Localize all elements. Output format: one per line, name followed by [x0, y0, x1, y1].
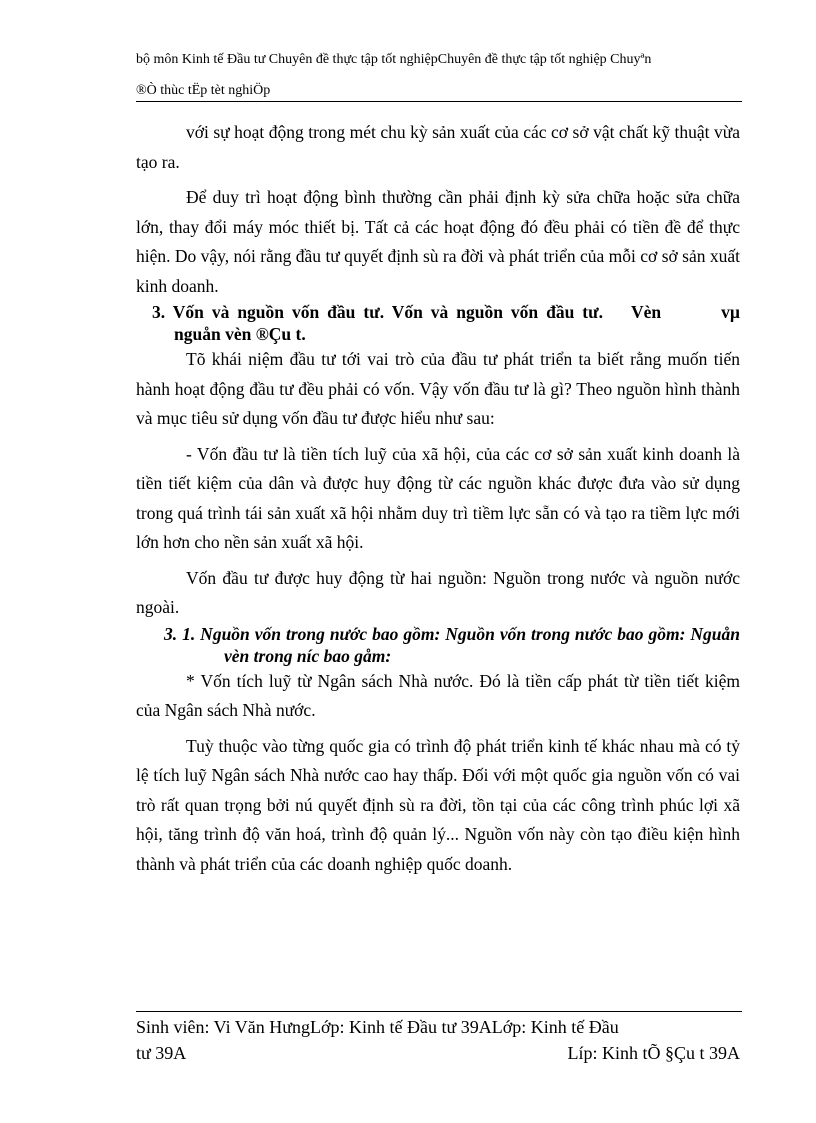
paragraph-1: với sự hoạt động trong mét chu kỳ sản xuất của các cơ sở vật chất kỹ thuật vừa tạo ra. [136, 122, 740, 172]
section-heading-3-tail: vµ nguån vèn ®Çu t. [174, 302, 740, 344]
page-footer [136, 1014, 740, 1066]
section-heading-3 [136, 301, 740, 345]
footer-row-1 [136, 1014, 740, 1040]
footer-line-2-left: tư 39A [136, 1043, 187, 1063]
section-heading-3-1: 3. 1. Nguồn vốn trong nước bao gồm: Nguồn vốn trong nước bao gồm: Nguån vèn trong níc bao gåm: [164, 623, 740, 666]
paragraph-3: Tõ khái niệm đầu tư tới vai trò của đầu tư phát triển ta biết rằng muốn tiến hành hoạt động đầu tư đều phải có vốn. Vậy vốn đầu tư là gì? Theo nguồn hình thành và mục tiêu sử dụng vốn đầu tư được hiểu như sau: [136, 349, 740, 428]
paragraph-5: Vốn đầu tư được huy động từ hai nguồn: Nguồn trong nước và nguồn nước ngoài. [136, 567, 740, 617]
header-rule [136, 101, 742, 102]
section-heading-3-title: 3. Vốn và nguồn vốn đầu tư. Vốn và nguồn vốn đầu tư. [152, 302, 604, 322]
header-line-2: ®Ò thùc tËp tèt nghiÖp [136, 83, 271, 98]
paragraph-4: - Vốn đầu tư là tiền tích luỹ của xã hội, của các cơ sở sản xuất kinh doanh là tiền tiết kiệm của dân và được huy động từ các nguồn khác được đưa vào sử dụng trong quá trình tái sản xuất xã hội nhằm duy trì tiềm lực sẵn có và tạo ra tiềm lực mới lớn hơn cho nền sản xuất xã hội. [136, 443, 740, 552]
paragraph-2: Để duy trì hoạt động bình thường cần phải định kỳ sửa chữa hoặc sửa chữa lớn, thay đổi máy móc thiết bị. Tất cả các hoạt động đó đều phải có tiền đề để thực hiện. Do vậy, nói rằng đầu tư quyết định sù ra đời và phát triển của mỗi cơ sở sản xuất kinh doanh. [136, 187, 740, 296]
document-body [136, 118, 740, 879]
header-line-1: bộ môn Kinh tế Đầu tư Chuyên đề thực tập tốt nghiệpChuyên đề thực tập tốt nghiệp Chuyªn [136, 52, 652, 67]
section-heading-3-word: Vèn [631, 302, 662, 322]
page-header [136, 44, 742, 106]
footer-line-1: Sinh viên: Vi Văn HưngLớp: Kinh tế Đầu tư 39ALớp: Kinh tế Đầu [136, 1017, 619, 1037]
paragraph-7: Tuỳ thuộc vào từng quốc gia có trình độ phát triển kinh tế khác nhau mà có tỷ lệ tích luỹ Ngân sách Nhà nước cao hay thấp. Đối với một quốc gia nguồn vốn có vai trò rất quan trọng bởi nú quyết định sù ra đời, tồn tại của các công trình phúc lợi xã hội, tăng trình độ văn hoá, trình độ quản lý... Nguồn vốn này còn tạo điều kiện hình thành và phát triển của các doanh nghiệp quốc doanh. [136, 735, 740, 874]
footer-row-2 [136, 1040, 740, 1066]
paragraph-6: * Vốn tích luỹ từ Ngân sách Nhà nước. Đó là tiền cấp phát từ tiền tiết kiệm của Ngân sách Nhà nước. [136, 670, 740, 720]
footer-rule [136, 1011, 742, 1012]
footer-line-2-right: Líp: Kinh tÕ §Çu t 39A [567, 1043, 740, 1063]
